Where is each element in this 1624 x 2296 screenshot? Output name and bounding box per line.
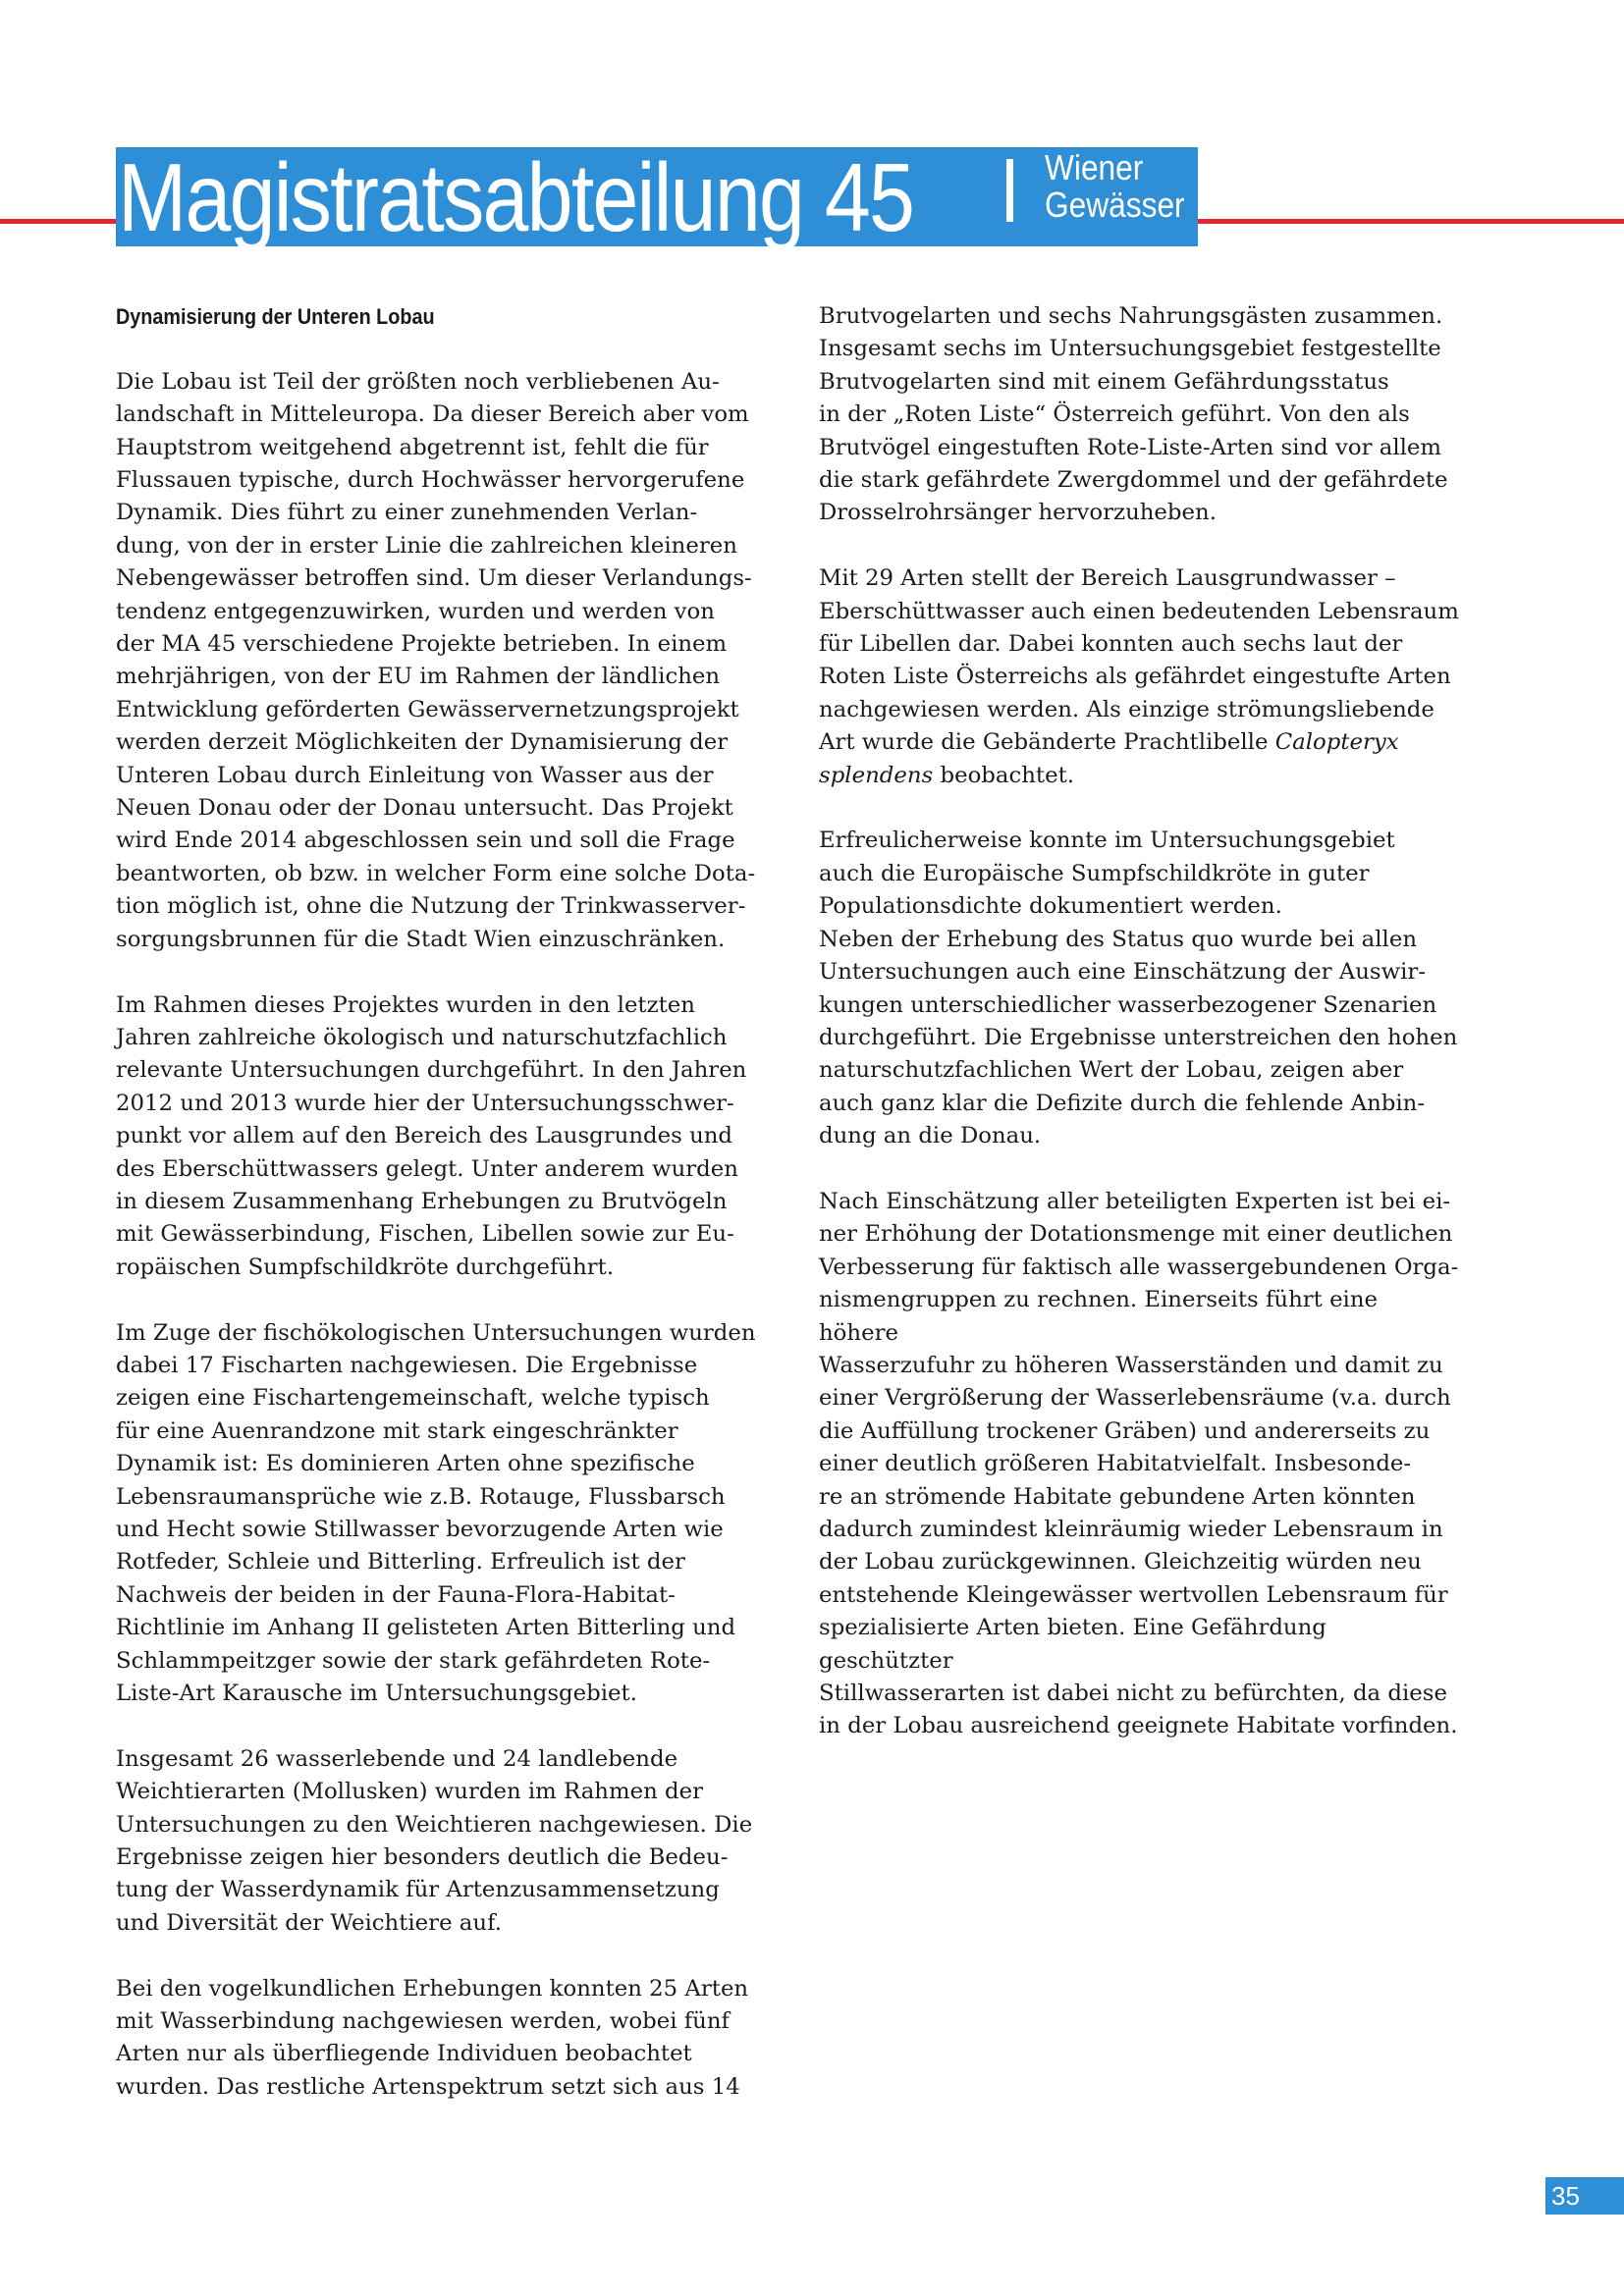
paragraph: Neben der Erhebung des Status quo wurde bei allen Untersuchungen auch eine Einschätzung der Auswir- kungen unterschiedlicher wasserbezogener Szenarien durchgeführt. Die Ergebnisse unterstreichen den hohen naturschutzfachlichen Wert der Lobau, zeigen aber auch ganz klar die Defizite durch die fehlende Anbin- dung an die Donau. bbox=[819, 926, 1458, 1149]
paragraph: Brutvogelarten und sechs Nahrungsgästen zusammen. Insgesamt sechs im Untersuchungsgebiet festgestellte Brutvogelarten sind mit einem Gefährdungsstatus in der „Roten Liste“ Österreich geführt. Von den als Brutvögel eingestuften Rote-Liste-Arten sind vor allem die stark gefährdete Zwergdommel und der gefährdete Drosselrohrsänger hervorzuheben. bbox=[819, 303, 1448, 526]
species-name-genus: Calopteryx bbox=[1274, 729, 1399, 756]
header-subtitle-line1: Wiener bbox=[1045, 147, 1144, 187]
paragraph-text: Mit 29 Arten stellt der Bereich Lausgrundwasser – Eberschüttwasser auch einen bedeutenden Lebensraum für Libellen dar. Dabei konnten auch sechs laut der Roten Liste Österreichs als gefährdet eingestufte Arten nachgewiesen werden. Als einzige strömungsliebende Art wurde die Gebänderte Prachtlibelle bbox=[819, 565, 1459, 756]
species-name-epithet: splendens bbox=[819, 762, 934, 788]
paragraph: Im Zuge der fischökologischen Untersuchungen wurden dabei 17 Fischarten nachgewiesen. Die Ergebnisse zeigen eine Fischartengemeinschaft, welche typisch für eine Auenrandzone mit stark eingeschränkter Dynamik ist: Es dominieren Arten ohne spezifische Lebensraumansprüche wie z.B. Rotauge, Flussbarsch und Hecht sowie Stillwasser bevorzugende Arten wie Rotfeder, Schleie und Bitterling. Erfreulich ist der Nachweis der beiden in der Fauna-Flora-Habitat- Richtlinie im Anhang II gelisteten Arten Bitterling und Schlammpeitzger sowie der stark gefährdeten Rote- Liste-Art Karausche im Untersuchungsgebiet. bbox=[116, 1319, 756, 1707]
paragraph: Nach Einschätzung aller beteiligten Experten ist bei ei- ner Erhöhung der Dotationsmenge mit einer deutlichen Verbesserung für faktisch alle wassergebundenen Orga- nismengruppen zu rechnen. Einerseits führt eine höhere Wasserzufuhr zu höheren Wasserständen und damit zu einer Vergrößerung der Wasserlebensräume (v.a. durch die Auffüllung trockener Gräben) und andererseits zu einer deutlich größeren Habitatvielfalt. Insbesonde- re an strömende Habitate gebundene Arten könnten dadurch zumindest kleinräumig wieder Lebensraum in der Lobau zurückgewinnen. Gleichzeitig würden neu entstehende Kleingewässer wertvollen Lebensraum für spezialisierte Arten bieten. Eine Gefährdung geschützter Stillwasserarten ist dabei nicht zu befürchten, da diese in der Lobau ausreichend geeignete Habitate vorfinden. bbox=[819, 1188, 1459, 1739]
header-subtitle bbox=[1045, 149, 1185, 224]
header-banner bbox=[116, 142, 1198, 251]
paragraph-tail: beobachtet. bbox=[933, 762, 1074, 788]
paragraph: Insgesamt 26 wasserlebende und 24 landlebende Weichtierarten (Mollusken) wurden im Rahmen der Untersuchungen zu den Weichtieren nachgewiesen. Die Ergebnisse zeigen hier besonders deutlich die Bedeu- tung der Wasserdynamik für Artenzusammensetzung und Diversität der Weichtiere auf. bbox=[116, 1745, 753, 1936]
paragraph: Die Lobau ist Teil der größten noch verbliebenen Au- landschaft in Mitteleuropa. Da dieser Bereich aber vom Hauptstrom weitgehend abgetrennt ist, fehlt die für Flussauen typische, durch Hochwässer hervorgerufene Dynamik. Dies führt zu einer zunehmenden Verlan- dung, von der in erster Linie die zahlreichen kleineren Nebengewässer betroffen sind. Um dieser Verlandungs- tendenz entgegenzuwirken, wurden und werden von der MA 45 verschiedene Projekte betrieben. In einem mehrjährigen, von der EU im Rahmen der ländlichen Entwicklung geförderten Gewässervernetzungsprojekt werden derzeit Möglichkeiten der Dynamisierung der Unteren Lobau durch Einleitung von Wasser aus der Neuen Donau oder der Donau untersucht. Das Projekt wird Ende 2014 abgeschlossen sein und soll die Frage beantworten, ob bzw. in welcher Form eine solche Dota- tion möglich ist, ohne die Nutzung der Trinkwasserver- sorgungsbrunnen für die Stadt Wien einzuschränken. bbox=[116, 368, 756, 952]
paragraph: Im Rahmen dieses Projektes wurden in den letzten Jahren zahlreiche ökologisch und naturschutzfachlich relevante Untersuchungen durchgeführt. In den Jahren 2012 und 2013 wurde hier der Untersuchungsschwer- punkt vor allem auf den Bereich des Lausgrundes und des Eberschüttwassers gelegt. Unter anderem wurden in diesem Zusammenhang Erhebungen zu Brutvögeln mit Gewässerbindung, Fischen, Libellen sowie zur Eu- ropäischen Sumpfschildkröte durchgeführt. bbox=[116, 991, 747, 1280]
paragraph: Erfreulicherweise konnte im Untersuchungsgebiet auch die Europäische Sumpfschildkröte in guter Populationsdichte dokumentiert werden. bbox=[819, 828, 1395, 920]
header-separator bbox=[1006, 159, 1013, 222]
header-subtitle-line2: Gewässer bbox=[1045, 185, 1185, 225]
page-number: 35 bbox=[1545, 2177, 1624, 2215]
paragraph-libellen bbox=[819, 562, 1462, 792]
page-title: Magistratsabteilung 45 bbox=[118, 142, 914, 251]
right-column bbox=[819, 300, 1462, 1776]
section-heading: Dynamisierung der Unteren Lobau bbox=[116, 304, 435, 329]
left-column bbox=[116, 300, 759, 2137]
paragraph: Bei den vogelkundlichen Erhebungen konnten 25 Arten mit Wasserbindung nachgewiesen werden, wobei fünf Arten nur als überfliegende Individuen beobachtet wurden. Das restliche Artenspektrum setzt sich aus 14 bbox=[116, 1975, 749, 2100]
